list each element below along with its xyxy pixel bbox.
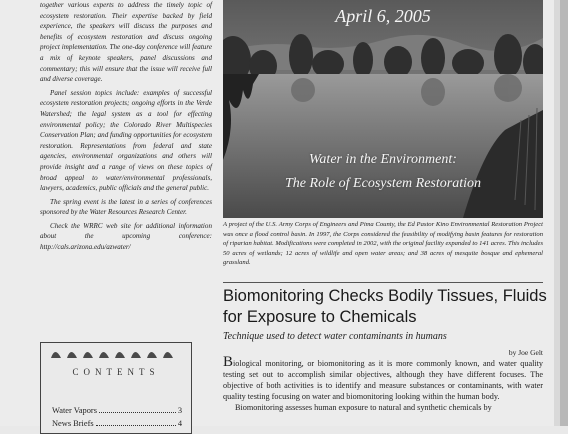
leaf-ornament-icon: [47, 346, 185, 360]
left-paragraph: together various experts to address the timely topic of ecosystem restoration. Their expertise backed by field experience, the speakers will discuss the purposes and benefits of ecosystem restoration and discuss ongoing project implementation. The one-day conference will feature a mix of keynote speakers, panel discussions and commentary; this will ensure that the issue will receive full and diverse coverage.: [40, 1, 212, 84]
left-paragraph: Check the WRRC web site for additional information about the upcoming conference: http://cals.arizona.edu/azwater/: [40, 221, 212, 252]
left-paragraph: The spring event is the latest in a series of conferences sponsored by the Water Resources Research Center.: [40, 197, 212, 217]
photo-date: April 6, 2005: [335, 6, 431, 26]
article-subhead: Technique used to detect water contaminants in humans: [223, 331, 447, 342]
conference-photo: [223, 0, 543, 218]
photo-title-line2: The Role of Ecosystem Restoration: [285, 176, 481, 191]
contents-item[interactable]: [52, 419, 182, 428]
article-headline: Biomonitoring Checks Bodily Tissues, Fluids for Exposure to Chemicals: [223, 287, 547, 326]
article-paragraph-text: iological monitoring, or biomonitoring as it is more commonly known, and water quality testing set out to accomplish similar objectives, although they have different focuses. The objective of both activities is to identify and measure substances or contaminants, with water quality testing focusing on water and biomonitoring looking within the human body.: [223, 359, 543, 401]
section-divider: [223, 282, 543, 283]
page-edge-decoration: [554, 0, 568, 426]
contents-item[interactable]: [52, 406, 182, 415]
left-paragraph: Panel session topics include: examples of successful ecosystem restoration projects; ongoing efforts in the Verde Watershed; the legal system as a tool for effecting environmental policy; the Colorado River Multispecies Conservation Plan; and funding opportunities for ecosystem restoration. Representations from federal and state agencies, environmental organizations and others will provide insight and a range of views on these topics of broad appeal to water/environmental professionals, lawyers, academics, public officials and the general public.: [40, 88, 212, 193]
article-body: [223, 354, 543, 413]
dot-leader: [99, 412, 176, 413]
article-byline: by Joe Gelt: [508, 348, 543, 357]
drop-cap: B: [223, 354, 234, 370]
contents-item-page: 3: [177, 406, 182, 415]
contents-item-label: News Briefs: [52, 419, 94, 428]
contents-item-page: 4: [177, 419, 182, 428]
photo-title-line1: Water in the Environment:: [309, 152, 457, 167]
photo-caption: A project of the U.S. Army Corps of Engineers and Pima County, the Ed Pastor Kino Environmental Restoration Project was once a flood control basin. In 1997, the Corps considered the feasibility of modifying basin features for restoration of riparian habitat. Modifications were completed in 2002, with the original facility expanded to 141 acres. This includes 50 acres of wetlands; 12 acres of wildlife and open water areas; and 38 acres of mesquite bosque and ephemeral grassland.: [223, 221, 544, 267]
article-paragraph: Biomonitoring assesses human exposure to natural and synthetic chemicals by: [235, 403, 492, 412]
left-column-text: [40, 0, 212, 300]
article-paragraph: [223, 354, 543, 402]
contents-item-label: Water Vapors: [52, 406, 97, 415]
contents-title: CONTENTS: [72, 367, 160, 377]
